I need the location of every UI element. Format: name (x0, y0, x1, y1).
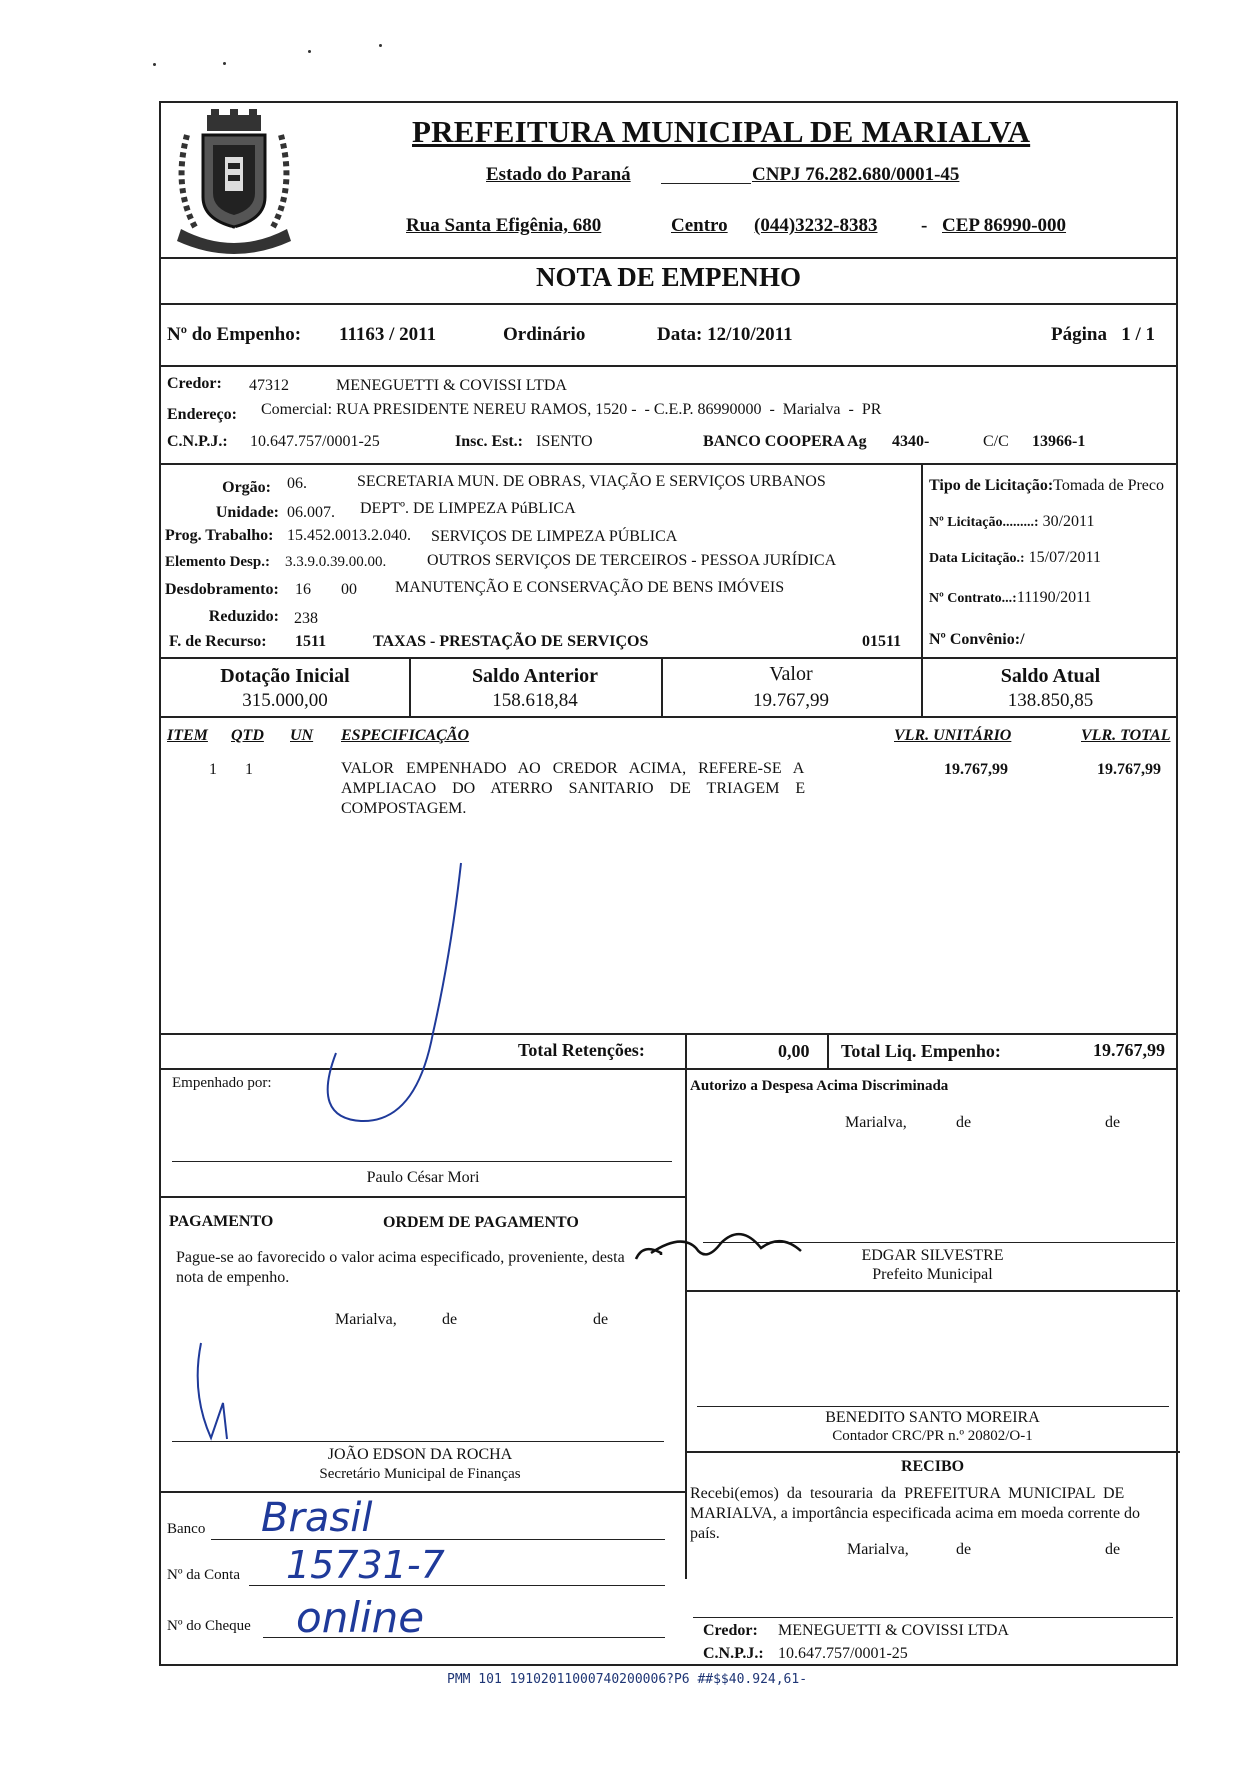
desdobramento-name: MANUTENÇÃO E CONSERVAÇÃO DE BENS IMÓVEIS (395, 579, 785, 596)
insc-label: Insc. Est.: (455, 433, 524, 450)
financas-name: JOÃO EDSON DA ROCHA (327, 1446, 513, 1463)
desdobramento-code: 16 (295, 581, 311, 598)
recibo-de-2: de (1105, 1541, 1121, 1558)
col-header-total: VLR. TOTAL (1081, 727, 1171, 744)
col-header-un: UN (290, 727, 314, 744)
numero-contrato: Nº Contrato...:11190/2011 (929, 589, 1092, 606)
cc-value: 13966-1 (1032, 433, 1086, 450)
unidade-label: Unidade: (215, 504, 279, 521)
pagamento-de-1: de (442, 1311, 458, 1328)
recibo-de-1: de (956, 1541, 972, 1558)
scan-speck (308, 50, 311, 53)
contador-name: BENEDITO SANTO MOREIRA (825, 1409, 1040, 1426)
empenho-number: 11163 / 2011 (339, 324, 437, 345)
header-separator: - (921, 215, 928, 236)
saldo-atual-label: Saldo Atual (1000, 665, 1101, 687)
credor-label: Credor: (167, 375, 222, 392)
liquido-value: 19.767,99 (1093, 1040, 1165, 1060)
handwritten-signatures (161, 103, 1180, 1668)
seal-text: MARIALVA (205, 227, 250, 237)
tipo-licitacao: Tipo de Licitação:Tomada de Preco (929, 477, 1164, 494)
prog-label: Prog. Trabalho: (165, 527, 274, 544)
conta-label: Nº da Conta (167, 1567, 240, 1583)
pagamento-text-line1: Pague-se ao favorecido o valor acima especificado, proveniente, desta (176, 1249, 625, 1266)
recibo-credor-label: Credor: (703, 1622, 758, 1639)
numero-convenio: Nº Convênio:/ (929, 631, 1025, 648)
scan-speck (153, 63, 156, 66)
recurso-label: F. de Recurso: (169, 633, 267, 650)
valor-label: Valor (769, 663, 813, 685)
header-centro: Centro (671, 215, 728, 236)
elemento-code: 3.3.9.0.39.00.00. (285, 554, 387, 570)
empenho-label: Nº do Empenho: (167, 324, 302, 345)
unidade-code: 06.007. (287, 504, 335, 521)
recibo-title: RECIBO (900, 1458, 965, 1475)
autorizo-label: Autorizo a Despesa Acima Discriminada (690, 1078, 949, 1094)
pagamento-text-line2: nota de empenho. (176, 1269, 290, 1286)
cc-label: C/C (983, 433, 1009, 450)
recibo-credor-name: MENEGUETTI & COVISSI LTDA (778, 1622, 1009, 1639)
desdobramento-sub: 00 (341, 581, 357, 598)
cnpj-label: C.N.P.J.: (167, 433, 228, 450)
reduzido-label: Reduzido: (208, 608, 279, 625)
recurso-code: 1511 (295, 633, 327, 650)
item-qtd: 1 (245, 761, 253, 778)
cheque-label: Nº do Cheque (167, 1618, 251, 1634)
elemento-name: OUTROS SERVIÇOS DE TERCEIROS - PESSOA JURÍDICA (427, 552, 837, 569)
col-header-spec: ESPECIFICAÇÃO (341, 727, 470, 744)
ordem-pagamento-title: ORDEM DE PAGAMENTO (383, 1214, 579, 1231)
prefeito-name: EDGAR SILVESTRE (861, 1247, 1004, 1264)
page-title: PREFEITURA MUNICIPAL DE MARIALVA (412, 114, 1031, 149)
recibo-text-line1: Recebi(emos) da tesouraria da PREFEITURA MUNICIPAL DE (690, 1485, 1125, 1502)
cheque-handwritten: online (296, 1593, 425, 1642)
bank-name: BANCO COOPERA Ag (703, 433, 867, 450)
item-spec-line3: COMPOSTAGEM. (341, 800, 467, 817)
credor-code: 47312 (249, 377, 289, 394)
pagamento-city: Marialva, (335, 1311, 397, 1328)
autorizo-city: Marialva, (845, 1114, 907, 1131)
retencoes-label: Total Retenções: (518, 1040, 645, 1060)
col-header-qtd: QTD (231, 727, 264, 744)
credor-cnpj: 10.647.757/0001-25 (250, 433, 380, 450)
nota-de-empenho-form (159, 101, 1178, 1666)
prog-code: 15.452.0013.2.040. (287, 527, 411, 544)
scan-speck (379, 44, 382, 47)
item-spec-line2: AMPLIACAO DO ATERRO SANITARIO DE TRIAGEM E (341, 780, 806, 797)
desdobramento-label: Desdobramento: (165, 581, 279, 598)
orgao-label: Orgão: (222, 479, 271, 496)
contador-role: Contador CRC/PR n.º 20802/O-1 (832, 1428, 1033, 1444)
footer-code: PMM 101 19102011000740200006?P6 ##$$40.924,61- (447, 1672, 808, 1687)
credor-name: MENEGUETTI & COVISSI LTDA (336, 377, 567, 394)
doc-title: NOTA DE EMPENHO (535, 262, 802, 292)
dotacao-inicial-label: Dotação Inicial (220, 665, 350, 687)
empenhado-name: Paulo César Mori (366, 1169, 480, 1186)
empenho-type: Ordinário (503, 324, 586, 345)
endereco-label: Endereço: (167, 406, 237, 423)
recibo-cnpj-value: 10.647.757/0001-25 (778, 1645, 908, 1662)
header-address: Rua Santa Efigênia, 680 (406, 215, 602, 236)
orgao-code: 06. (287, 475, 307, 492)
recurso-number: 01511 (862, 633, 902, 650)
header-cnpj: CNPJ 76.282.680/0001-45 (752, 164, 960, 185)
page-number: Página 1 / 1 (1051, 324, 1155, 345)
bank-agency: 4340- (892, 433, 930, 450)
scan-speck (223, 62, 226, 65)
recibo-cnpj-label: C.N.P.J.: (703, 1645, 764, 1662)
dotacao-inicial-value: 315.000,00 (242, 690, 328, 711)
recibo-text-line3: país. (690, 1525, 720, 1542)
liquido-label: Total Liq. Empenho: (841, 1041, 1001, 1061)
financas-role: Secretário Municipal de Finanças (319, 1466, 521, 1482)
banco-label: Banco (167, 1521, 206, 1537)
recibo-city: Marialva, (847, 1541, 909, 1558)
item-total-value: 19.767,99 (1097, 761, 1161, 778)
item-spec-line1: VALOR EMPENHADO AO CREDOR ACIMA, REFERE-SE A (341, 760, 805, 777)
state-name: Estado do Paraná (486, 164, 631, 185)
prog-name: SERVIÇOS DE LIMPEZA PÚBLICA (431, 528, 678, 545)
data-licitacao: Data Licitação.: 15/07/2011 (929, 549, 1101, 566)
empenhado-label: Empenhado por: (172, 1075, 272, 1091)
recibo-text-line2: MARIALVA, a importância especificada acima em moeda corrente do (690, 1505, 1141, 1522)
prefeito-role: Prefeito Municipal (872, 1266, 993, 1283)
pagamento-label: PAGAMENTO (169, 1213, 274, 1230)
banco-handwritten: Brasil (261, 1495, 373, 1541)
item-number: 1 (209, 761, 217, 778)
autorizo-de-1: de (956, 1114, 972, 1131)
saldo-anterior-value: 158.618,84 (492, 690, 578, 711)
autorizo-de-2: de (1105, 1114, 1121, 1131)
pagamento-de-2: de (593, 1311, 609, 1328)
recurso-name: TAXAS - PRESTAÇÃO DE SERVIÇOS (373, 633, 649, 650)
conta-handwritten: 15731-7 (286, 1543, 445, 1587)
item-unit-value: 19.767,99 (944, 761, 1008, 778)
credor-address: Comercial: RUA PRESIDENTE NEREU RAMOS, 1520 - - C.E.P. 86990000 - Marialva - PR (261, 401, 882, 418)
header-phone: (044)3232-8383 (754, 215, 878, 236)
reduzido-value: 238 (294, 610, 318, 627)
unidade-name: DEPTº. DE LIMPEZA PúBLICA (360, 500, 576, 517)
insc-value: ISENTO (536, 433, 593, 450)
saldo-atual-value: 138.850,85 (1007, 690, 1094, 711)
saldo-anterior-label: Saldo Anterior (471, 665, 599, 687)
retencoes-value: 0,00 (778, 1041, 810, 1061)
valor-value: 19.767,99 (753, 690, 829, 711)
orgao-name: SECRETARIA MUN. DE OBRAS, VIAÇÃO E SERVIÇOS URBANOS (357, 473, 826, 490)
col-header-item: ITEM (167, 727, 208, 744)
numero-licitacao: Nº Licitação.........: 30/2011 (929, 513, 1095, 530)
header-cep: CEP 86990-000 (942, 215, 1067, 236)
empenho-date: Data: 12/10/2011 (657, 324, 793, 345)
elemento-label: Elemento Desp.: (165, 554, 270, 570)
col-header-unit: VLR. UNITÁRIO (894, 727, 1012, 744)
